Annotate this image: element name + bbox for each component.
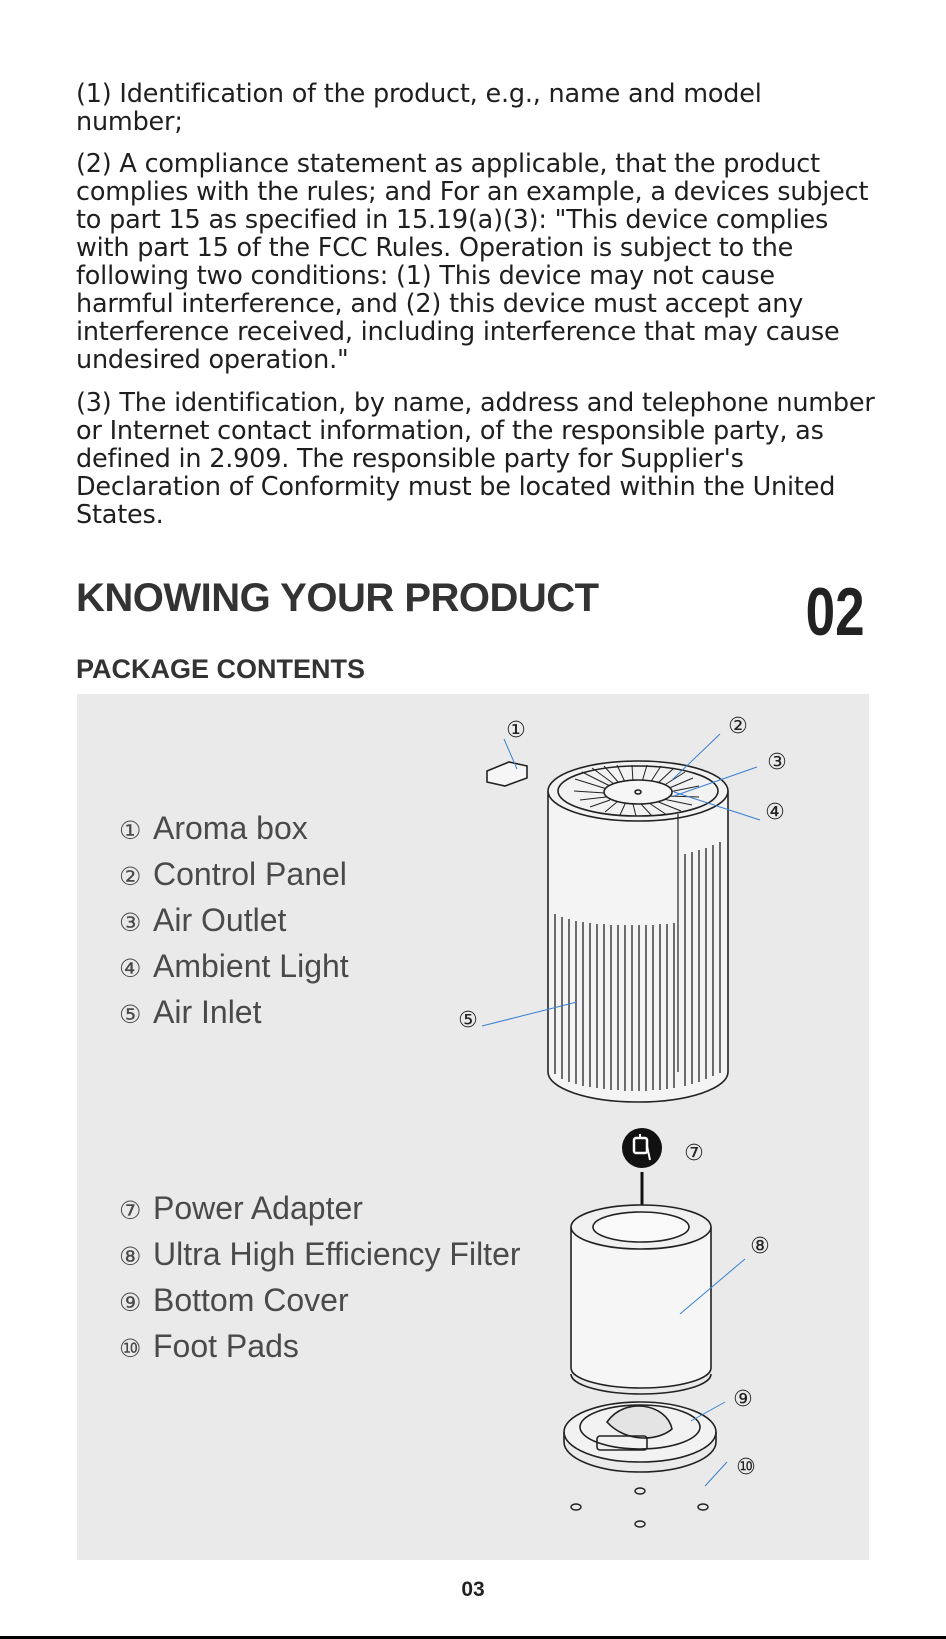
page-number: 03 — [461, 1578, 485, 1601]
callout-number: ⑦ — [684, 1141, 704, 1166]
bottom-cover-drawing — [564, 1402, 716, 1472]
paragraph-responsible-party: (3) The identification, by name, address and telephone number or Internet contact information, of the responsible party, as defined in 2.909. The responsible party for Supplier's Declaration of Conformity must be located within the United States. — [76, 388, 875, 530]
foot-pad — [635, 1521, 645, 1527]
item-label: Aroma box — [153, 810, 308, 846]
foot-pad — [635, 1488, 645, 1494]
item-marker: ⑨ — [119, 1288, 142, 1317]
package-contents-panel — [77, 694, 869, 1560]
item-label: Ambient Light — [153, 948, 349, 984]
callout-number: ② — [728, 714, 748, 739]
item-marker: ⑤ — [119, 1000, 142, 1029]
section-number: 02 — [806, 574, 865, 650]
item-label: Bottom Cover — [153, 1282, 349, 1318]
paragraph-compliance-statement: (2) A compliance statement as applicable, that the product complies with the rules; and For an example, a devices subject to part 15 as specified in 15.19(a)(3): "This device complies with part 15 of the FCC Rules. Operation is subject to the following two conditions: (1) This device may not cause harmful interference, and (2) this device must accept any interference received, including interference that may cause undesired operation." — [76, 149, 869, 375]
callout-number: ① — [506, 718, 526, 743]
air-purifier-drawing — [487, 761, 728, 1102]
product-illustration — [77, 694, 869, 1560]
item-label: Power Adapter — [153, 1190, 363, 1226]
item-label: Air Outlet — [153, 902, 287, 938]
power-adapter-icon — [622, 1128, 662, 1168]
callout-number: ③ — [767, 750, 787, 775]
item-marker: ③ — [119, 908, 142, 937]
callout-number: ⑨ — [733, 1387, 753, 1412]
item-marker: ① — [119, 816, 142, 845]
foot-pad — [698, 1504, 708, 1510]
package-contents-title: PACKAGE CONTENTS — [76, 654, 366, 684]
paragraph-identification: (1) Identification of the product, e.g., name and model number; — [76, 79, 762, 137]
item-marker: ⑦ — [119, 1196, 142, 1225]
item-marker: ④ — [119, 954, 142, 983]
item-label: Foot Pads — [153, 1328, 299, 1364]
callout-number: ⑧ — [750, 1234, 770, 1259]
item-label: Control Panel — [153, 856, 347, 892]
callout-number: ⑩ — [736, 1455, 756, 1480]
item-label: Air Inlet — [153, 994, 262, 1030]
callout-number: ⑤ — [458, 1008, 478, 1033]
filter-drawing — [571, 1205, 711, 1394]
foot-pad — [571, 1504, 581, 1510]
item-marker: ② — [119, 862, 142, 891]
section-title: KNOWING YOUR PRODUCT — [76, 576, 599, 620]
callout-number: ④ — [765, 800, 785, 825]
item-marker: ⑩ — [119, 1334, 142, 1363]
item-marker: ⑧ — [119, 1242, 142, 1271]
item-label: Ultra High Efficiency Filter — [153, 1236, 521, 1272]
